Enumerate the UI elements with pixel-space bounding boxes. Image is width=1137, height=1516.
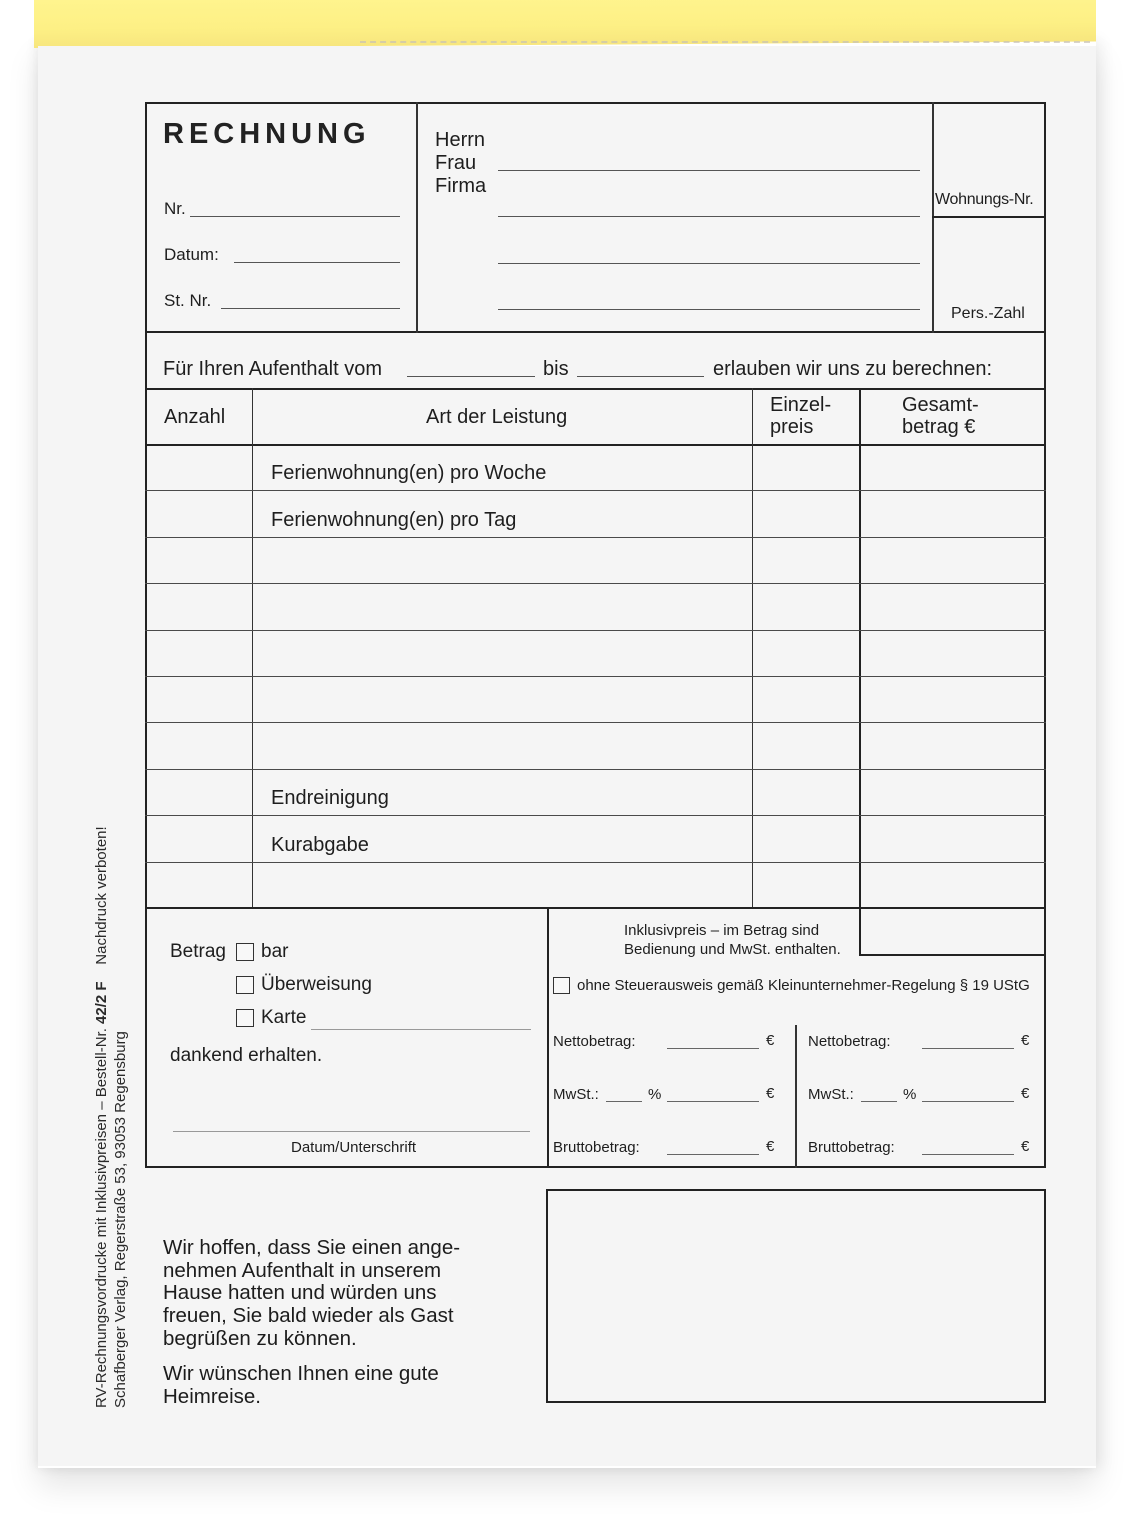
payment-option-karte: Karte	[261, 1007, 307, 1028]
cell-einzelpreis[interactable]	[752, 722, 859, 768]
cell-leistung[interactable]	[252, 537, 752, 583]
table-row	[145, 722, 1046, 768]
closing-paragraph-2	[163, 1363, 439, 1408]
nr-label: Nr.	[164, 199, 186, 218]
stay-suffix: erlauben wir uns zu berechnen:	[713, 358, 993, 380]
karte-detail-field[interactable]	[311, 1029, 531, 1030]
address-line-1[interactable]	[498, 170, 920, 171]
imprint	[92, 826, 130, 1408]
payment-option-bar: bar	[261, 941, 289, 962]
mwst-field-2[interactable]	[922, 1101, 1014, 1102]
betrag-label: Betrag	[170, 941, 226, 962]
cell-leistung[interactable]	[252, 676, 752, 722]
table-row	[145, 862, 1046, 908]
mwst-label-1: MwSt.:	[553, 1086, 599, 1103]
table-row	[145, 815, 1046, 861]
cell-gesamtbetrag[interactable]	[859, 537, 1046, 583]
payment-checkbox-ueberweisung[interactable]	[236, 976, 254, 994]
inclusive-note-line1: Inklusivpreis – im Betrag sind	[624, 922, 820, 939]
imprint-line-1	[92, 826, 111, 1408]
side-field-divider	[932, 216, 1046, 218]
mwst-currency-2: €	[1021, 1085, 1030, 1102]
cell-gesamtbetrag[interactable]	[859, 630, 1046, 676]
closing-paragraph-1	[163, 1237, 460, 1351]
table-row	[145, 583, 1046, 629]
cell-leistung[interactable]: Kurabgabe	[271, 833, 369, 856]
order-number: 42/2 F	[93, 981, 110, 1024]
reprint-notice: Nachdruck verboten!	[93, 826, 110, 965]
address-line-4[interactable]	[498, 309, 920, 310]
cell-einzelpreis[interactable]	[752, 490, 859, 536]
cell-anzahl[interactable]	[145, 722, 252, 768]
cell-anzahl[interactable]	[145, 815, 252, 861]
netto-label-1: Nettobetrag:	[553, 1033, 636, 1050]
signature-line[interactable]	[173, 1131, 530, 1132]
closing-line: nehmen Aufenthalt in unserem	[163, 1258, 442, 1282]
datum-field[interactable]	[234, 262, 400, 263]
cell-gesamtbetrag[interactable]	[859, 583, 1046, 629]
table-row	[145, 490, 1046, 536]
cell-gesamtbetrag[interactable]	[859, 815, 1046, 861]
cell-anzahl[interactable]	[145, 537, 252, 583]
netto-field-1[interactable]	[667, 1048, 759, 1049]
cell-einzelpreis[interactable]	[752, 676, 859, 722]
closing-line: Wir hoffen, dass Sie einen ange-	[163, 1236, 461, 1259]
stamp-box[interactable]	[546, 1189, 1046, 1403]
mwst-field-1[interactable]	[667, 1101, 759, 1102]
payment-checkbox-bar[interactable]	[236, 943, 254, 961]
perforation-line	[360, 41, 1090, 43]
cell-einzelpreis[interactable]	[752, 862, 859, 908]
cell-leistung[interactable]	[252, 583, 752, 629]
header-divider-left	[416, 102, 418, 333]
cell-einzelpreis[interactable]	[752, 537, 859, 583]
brutto-currency-2: €	[1021, 1138, 1030, 1155]
table-row	[145, 630, 1046, 676]
col-header-leistung: Art der Leistung	[426, 406, 568, 428]
cell-einzelpreis[interactable]	[752, 444, 859, 490]
total-amount-box[interactable]	[859, 907, 1046, 956]
brutto-field-1[interactable]	[667, 1154, 759, 1155]
netto-field-2[interactable]	[922, 1048, 1014, 1049]
cell-anzahl[interactable]	[145, 676, 252, 722]
col-header-gesamtbetrag-1: Gesamt-	[902, 394, 979, 416]
cell-anzahl[interactable]	[145, 769, 252, 815]
closing-line: begrüßen zu können.	[163, 1326, 357, 1350]
datum-label: Datum:	[164, 245, 219, 264]
wohnungs-nr-label: Wohnungs-Nr.	[935, 191, 1034, 208]
address-line-2[interactable]	[498, 216, 920, 217]
salutation-firma: Firma	[435, 175, 487, 197]
col-header-einzelpreis-2: preis	[770, 416, 814, 438]
table-row	[145, 444, 1046, 490]
cell-gesamtbetrag[interactable]	[859, 722, 1046, 768]
brutto-label-2: Bruttobetrag:	[808, 1139, 895, 1156]
cell-leistung[interactable]: Ferienwohnung(en) pro Tag	[271, 508, 517, 531]
stay-prefix: Für Ihren Aufenthalt vom	[163, 358, 383, 380]
stay-to-field[interactable]	[577, 376, 704, 377]
table-row	[145, 676, 1046, 722]
cell-gesamtbetrag[interactable]	[859, 862, 1046, 908]
cell-leistung[interactable]	[252, 722, 752, 768]
pers-zahl-label: Pers.-Zahl	[951, 305, 1025, 322]
mwst-rate-field-1[interactable]	[606, 1101, 642, 1102]
payment-option-ueberweisung: Überweisung	[261, 974, 372, 995]
signature-label: Datum/Unterschrift	[291, 1139, 417, 1156]
cell-gesamtbetrag[interactable]	[859, 490, 1046, 536]
closing-line: freuen, Sie bald wieder als Gast	[163, 1304, 454, 1328]
cell-gesamtbetrag[interactable]	[859, 444, 1046, 490]
col-header-einzelpreis-1: Einzel-	[770, 394, 832, 416]
mwst-percent-2: %	[903, 1086, 917, 1103]
cell-anzahl[interactable]	[145, 630, 252, 676]
table-row	[145, 769, 1046, 815]
cell-anzahl[interactable]	[145, 444, 252, 490]
closing-line: Wir wünschen Ihnen eine gute	[163, 1362, 439, 1385]
brutto-field-2[interactable]	[922, 1154, 1014, 1155]
received-text: dankend erhalten.	[170, 1045, 323, 1066]
col-header-gesamtbetrag-2: betrag €	[902, 416, 976, 438]
mwst-rate-field-2[interactable]	[861, 1101, 897, 1102]
cell-leistung[interactable]	[252, 862, 752, 908]
table-row	[145, 537, 1046, 583]
small-business-checkbox[interactable]	[553, 977, 570, 994]
cell-gesamtbetrag[interactable]	[859, 676, 1046, 722]
address-line-3[interactable]	[498, 263, 920, 264]
tax-column-divider	[795, 1025, 797, 1168]
cell-einzelpreis[interactable]	[752, 769, 859, 815]
document-title: RECHNUNG	[163, 118, 371, 150]
cell-leistung[interactable]: Endreinigung	[271, 787, 389, 810]
salutation-frau: Frau	[435, 152, 477, 174]
closing-line: Heimreise.	[163, 1384, 261, 1408]
stay-from-field[interactable]	[407, 376, 535, 377]
cell-leistung[interactable]: Ferienwohnung(en) pro Woche	[271, 462, 547, 485]
cell-anzahl[interactable]	[145, 862, 252, 908]
inclusive-note-line2: Bedienung und MwSt. enthalten.	[624, 941, 841, 958]
brutto-currency-1: €	[766, 1138, 775, 1155]
closing-line: Hause hatten und würden uns	[163, 1281, 437, 1305]
salutation-herrn: Herrn	[435, 129, 486, 151]
cell-gesamtbetrag[interactable]	[859, 769, 1046, 815]
col-header-anzahl: Anzahl	[164, 406, 226, 428]
cell-einzelpreis[interactable]	[752, 815, 859, 861]
cell-anzahl[interactable]	[145, 583, 252, 629]
small-business-label: ohne Steuerausweis gemäß Kleinunternehmer-Regelung § 19 UStG	[577, 977, 1030, 994]
mwst-label-2: MwSt.:	[808, 1086, 854, 1103]
brutto-label-1: Bruttobetrag:	[553, 1139, 640, 1156]
nr-field[interactable]	[190, 216, 400, 217]
netto-currency-1: €	[766, 1032, 775, 1049]
imprint-text: RV-Rechnungsvordrucke mit Inklusivpreisen – Bestell-Nr.	[93, 1028, 110, 1408]
st-nr-field[interactable]	[221, 308, 400, 309]
cell-leistung[interactable]	[252, 630, 752, 676]
cell-einzelpreis[interactable]	[752, 583, 859, 629]
stay-middle: bis	[543, 358, 569, 380]
mwst-percent-1: %	[648, 1086, 662, 1103]
netto-currency-2: €	[1021, 1032, 1030, 1049]
imprint-line-2: Schafberger Verlag, Regerstraße 53, 93053 Regensburg	[112, 1031, 129, 1408]
payment-checkbox-karte[interactable]	[236, 1009, 254, 1027]
cell-einzelpreis[interactable]	[752, 630, 859, 676]
st-nr-label: St. Nr.	[164, 291, 212, 310]
netto-label-2: Nettobetrag:	[808, 1033, 891, 1050]
cell-anzahl[interactable]	[145, 490, 252, 536]
mwst-currency-1: €	[766, 1085, 775, 1102]
